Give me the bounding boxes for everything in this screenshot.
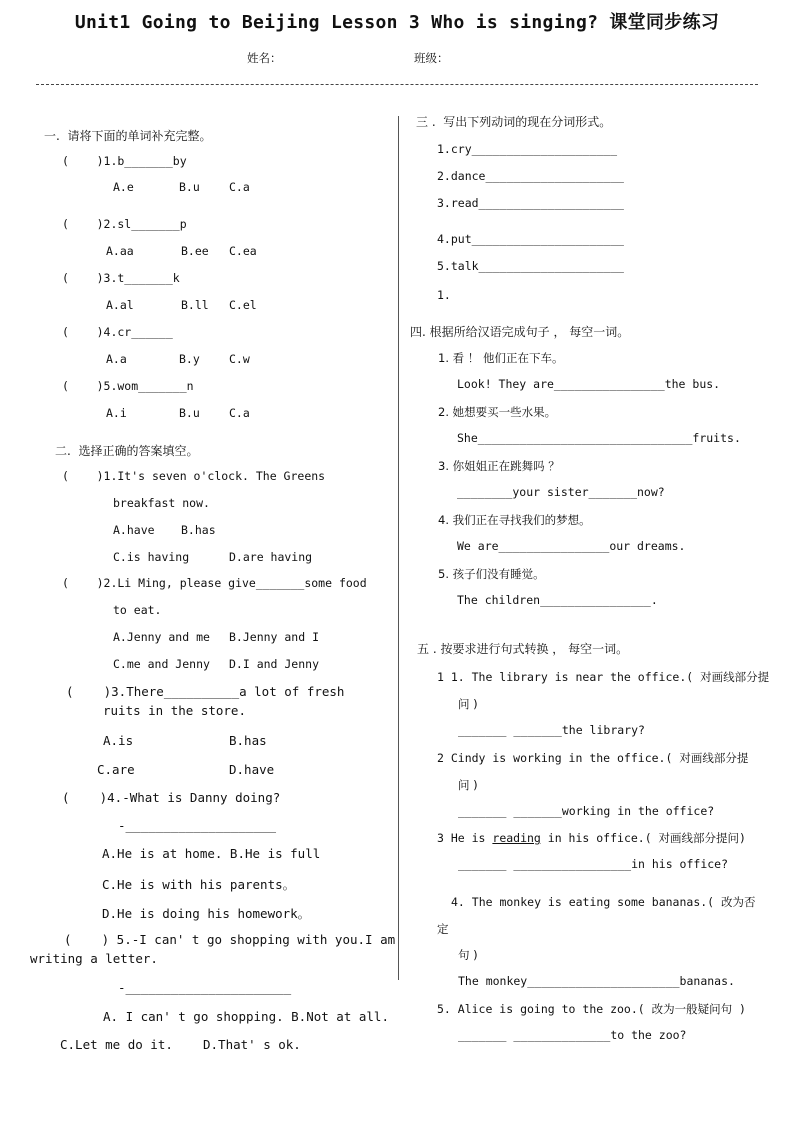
page-title: Unit1 Going to Beijing Lesson 3 Who is singing? 课堂同步练习 xyxy=(74,12,720,33)
s4-q4-zh: 4. 我们正在寻找我们的梦想。 xyxy=(438,513,591,527)
s2-q4-opt-c: C.He is with his parents。 xyxy=(102,877,296,892)
s4-q2-en: She_______________________________fruits. xyxy=(457,431,741,445)
section-1-heading: 一. 请将下面的单词补充完整。 xyxy=(44,129,212,143)
s2-q4-opt-d: D.He is doing his homework。 xyxy=(102,906,311,921)
s1-q3: ( )3.t_______k xyxy=(62,271,180,285)
s1-q4: ( )4.cr______ xyxy=(62,325,173,339)
s5-q2-line2: 问 ) xyxy=(458,778,478,792)
dashed-divider xyxy=(36,84,758,85)
s4-q2-zh: 2. 她想要买一些水果。 xyxy=(438,405,557,419)
class-label: 班级： xyxy=(414,51,449,65)
s3-item-4: 4.put______________________ xyxy=(437,232,624,246)
s4-q5-zh: 5. 孩子们没有睡觉。 xyxy=(438,567,545,581)
s2-q2-opt-b: B.Jenny and I xyxy=(229,630,320,644)
s1-q2-opt-c: C.ea xyxy=(229,244,257,258)
s2-q3-opt-a: A.is xyxy=(103,733,134,748)
section-4-heading: 四. 根据所给汉语完成句子 ， 每空一词。 xyxy=(410,325,630,339)
s5-q5-answer: _______ ______________to the zoo? xyxy=(458,1028,687,1042)
s5-q2-line1: 2 Cindy is working in the office.( 对画线部分提 xyxy=(437,751,749,765)
s4-q1-zh: 1. 看 ！ 他们正在下车。 xyxy=(438,351,564,365)
s4-q5-en: The children________________. xyxy=(457,593,658,607)
s5-q2-answer: _______ _______working in the office? xyxy=(458,804,715,818)
s3-item-3: 3.read_____________________ xyxy=(437,196,624,210)
s2-q1-opt-d: D.are having xyxy=(229,550,313,564)
s2-q3-opt-b: B.has xyxy=(229,733,267,748)
s5-q4-answer: The monkey______________________bananas. xyxy=(458,974,735,988)
s1-q2-opt-a: A.aa xyxy=(106,244,134,258)
s2-q1-line2: breakfast now. xyxy=(113,496,210,510)
s2-q5-line3: -______________________ xyxy=(118,980,292,995)
s4-q3-zh: 3. 你姐姐正在跳舞吗 ？ xyxy=(438,459,560,473)
s4-q4-en: We are________________our dreams. xyxy=(457,539,686,553)
s1-q3-opt-c: C.el xyxy=(229,298,257,312)
s1-q5-opt-b: B.u xyxy=(179,406,200,420)
s5-q1-answer: _______ _______the library? xyxy=(458,723,645,737)
s1-q1: ( )1.b_______by xyxy=(62,154,187,168)
s3-item-5: 5.talk_____________________ xyxy=(437,259,624,273)
s1-q3-opt-b: B.ll xyxy=(181,298,209,312)
s1-q2-opt-b: B.ee xyxy=(181,244,209,258)
s1-q1-opt-c: C.a xyxy=(229,180,250,194)
s5-q3-underlined-word: reading xyxy=(492,831,541,845)
name-label: 姓名： xyxy=(247,51,282,65)
column-divider xyxy=(398,116,399,980)
s2-q2-opt-d: D.I and Jenny xyxy=(229,657,320,671)
s1-q1-opt-b: B.u xyxy=(179,180,200,194)
s1-q5-opt-c: C.a xyxy=(229,406,250,420)
s2-q3-opt-d: D.have xyxy=(229,762,275,777)
s5-q3-post: in his office.( 对画线部分提问) xyxy=(540,831,746,845)
s2-q2-line1: ( )2.Li Ming, please give_______some food xyxy=(62,576,367,590)
s2-q5-line2: writing a letter. xyxy=(30,951,158,966)
s2-q1-opt-a: A.have xyxy=(113,523,155,537)
s5-q1-line1: 1 1. The library is near the office.( 对画线部分提 xyxy=(437,670,770,684)
s2-q5-opt-ab: A. I can' t go shopping. B.Not at all. xyxy=(103,1009,389,1024)
s2-q1-line1: ( )1.It's seven o'clock. The Greens xyxy=(62,469,326,483)
s1-q4-opt-c: C.w xyxy=(229,352,250,366)
s2-q2-opt-a: A.Jenny and me xyxy=(113,630,210,644)
s3-item-1: 1.cry_____________________ xyxy=(437,142,618,156)
section-3-heading: 三 . 写出下列动词的现在分词形式。 xyxy=(416,115,612,129)
s2-q4-line2: -____________________ xyxy=(118,818,277,833)
s4-q3-en: ________your sister_______now? xyxy=(457,485,665,499)
s2-q5-opt-cd: C.Let me do it. D.That' s ok. xyxy=(60,1037,301,1052)
s2-q4-line1: ( )4.-What is Danny doing? xyxy=(62,790,281,805)
s3-item-2: 2.dance____________________ xyxy=(437,169,624,183)
s1-q2: ( )2.sl_______p xyxy=(62,217,187,231)
s5-q3-pre: 3 He is xyxy=(437,831,493,845)
s1-q1-opt-a: A.e xyxy=(113,180,134,194)
s2-q2-opt-c: C.me and Jenny xyxy=(113,657,210,671)
s2-q3-line1: ( )3.There__________a lot of fresh xyxy=(66,684,345,699)
s2-q2-line2: to eat. xyxy=(113,603,162,617)
s5-q5-line1: 5. Alice is going to the zoo.( 改为一般疑问句 ) xyxy=(437,1002,746,1016)
s2-q3-opt-c: C.are xyxy=(97,762,135,777)
s1-q4-opt-b: B.y xyxy=(179,352,200,366)
section-2-heading: 二. 选择正确的答案填空。 xyxy=(55,444,199,458)
s5-q4-line1: 4. The monkey is eating some bananas.( 改为否 xyxy=(451,895,756,909)
s1-q5-opt-a: A.i xyxy=(106,406,127,420)
s1-q4-opt-a: A.a xyxy=(106,352,127,366)
section-5-heading: 五 . 按要求进行句式转换 ， 每空一词。 xyxy=(417,642,629,656)
s1-q5: ( )5.wom_______n xyxy=(62,379,194,393)
s5-q4-line2: 句 ) xyxy=(458,948,478,962)
s4-q1-en: Look! They are________________the bus. xyxy=(457,377,721,391)
s3-item-6: 1. xyxy=(437,288,451,302)
s2-q3-line2: ruits in the store. xyxy=(103,703,246,718)
s2-q5-line1: ( ) 5.-I can' t go shopping with you.I am xyxy=(64,932,396,947)
s5-q4-line1b: 定 xyxy=(437,922,449,936)
s2-q1-opt-c: C.is having xyxy=(113,550,190,564)
s5-q3-line1 xyxy=(437,830,746,846)
s2-q4-opt-ab: A.He is at home. B.He is full xyxy=(102,846,321,861)
s2-q1-opt-b: B.has xyxy=(181,523,216,537)
s5-q1-line2: 问 ) xyxy=(458,697,478,711)
s1-q3-opt-a: A.al xyxy=(106,298,134,312)
s5-q3-answer: _______ _________________in his office? xyxy=(458,857,729,871)
